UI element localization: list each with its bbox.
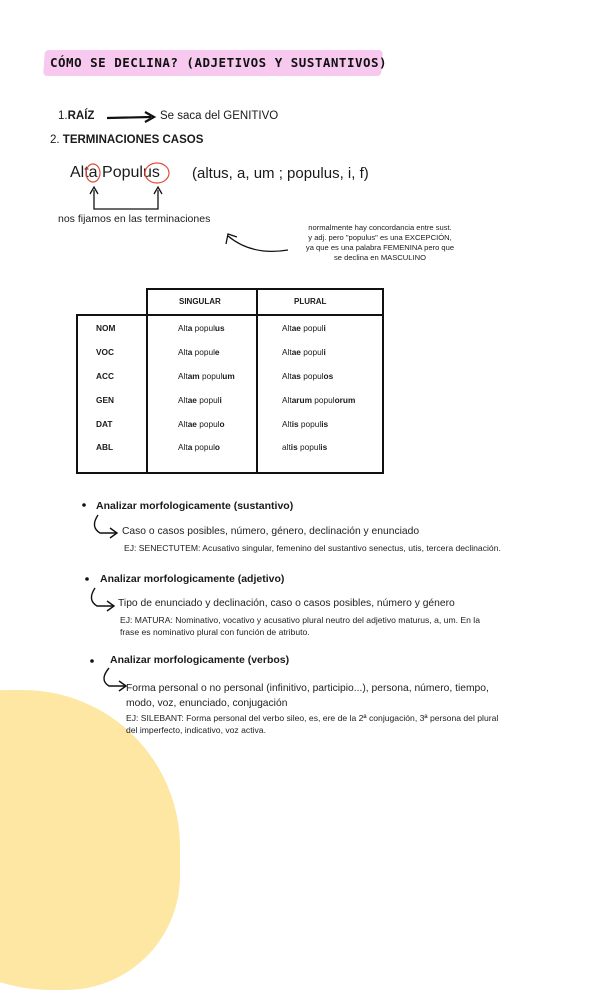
cell-part: Alt — [282, 395, 292, 405]
section-example-sustantivo: EJ: SENECTUTEM: Acusativo singular, femenino del sustantivo senectus, utis, tercera declinación. — [124, 543, 501, 553]
note-left: nos fijamos en las terminaciones — [58, 213, 211, 225]
bullet-icon — [83, 575, 91, 583]
header-singular: SINGULAR — [179, 297, 221, 306]
section-example-adjetivo — [120, 614, 480, 638]
cell-part: a — [187, 323, 193, 333]
cell-part: arum — [291, 395, 312, 405]
alta-root: Alt — [70, 164, 89, 181]
enunciado: (altus, a, um ; populus, i, f) — [192, 165, 369, 182]
note-right-line: y adj. pero "populus" es una EXCEPCIÓN, — [308, 233, 452, 242]
curved-arrow-icon — [99, 666, 129, 694]
raiz-text: Se saca del GENITIVO — [160, 110, 279, 122]
singular-cell — [178, 395, 222, 405]
raiz-number: 1. — [58, 110, 68, 122]
alta-ending: a — [88, 164, 98, 181]
bullet-icon — [80, 501, 88, 509]
cell-part: popul — [300, 347, 324, 357]
plural-cell — [282, 323, 326, 333]
cell-part: is — [290, 442, 298, 452]
populus-root: Popul — [102, 164, 143, 181]
cell-part: Alt — [282, 323, 292, 333]
cell-part: popul — [196, 395, 220, 405]
cell-part: os — [323, 371, 334, 381]
case-label: VOC — [96, 347, 114, 357]
terminaciones-label: TERMINACIONES CASOS — [62, 134, 204, 146]
singular-cell — [178, 419, 225, 429]
cell-part: Alt — [178, 371, 188, 381]
declension-table — [76, 288, 384, 474]
singular-cell — [178, 323, 225, 333]
case-label: NOM — [96, 323, 116, 333]
plural-cell — [282, 395, 355, 405]
curved-arrow-icon — [90, 513, 120, 541]
singular-cell — [178, 371, 235, 381]
raiz-label: RAÍZ — [67, 110, 95, 122]
cell-part: is — [321, 419, 329, 429]
example-line: del imperfecto, indicativo, voz activa. — [126, 725, 266, 735]
note-right-line: se declina en MASCULINO — [333, 253, 426, 262]
terminaciones-number: 2. — [50, 134, 60, 146]
cell-part: i — [323, 323, 326, 333]
cell-part: a — [187, 442, 193, 452]
populus-circle — [142, 163, 169, 183]
singular-cell — [178, 347, 220, 357]
singular-cell — [178, 442, 220, 452]
cell-part: ae — [187, 395, 197, 405]
section-heading-verbos: Analizar morfologicamente (verbos) — [110, 654, 290, 666]
plural-cell — [282, 442, 327, 452]
cell-part: popul — [192, 347, 215, 357]
cell-part: popul — [199, 371, 223, 381]
cell-part: Alt — [178, 419, 188, 429]
cell-part: Alt — [178, 347, 188, 357]
cell-part: Alt — [282, 419, 292, 429]
cell-part: is — [320, 442, 328, 452]
cell-part: popul — [300, 323, 324, 333]
example-line: frase es nominativo plural con función de atributo. — [120, 627, 310, 637]
cell-part: Alt — [282, 371, 292, 381]
terminaciones-line — [50, 134, 203, 146]
note-right — [280, 223, 480, 263]
section-example-verbos — [126, 712, 498, 736]
main-line: Forma personal o no personal (infinitivo, participio...), persona, número, tiempo, — [126, 683, 489, 694]
section-main-sustantivo: Caso o casos posibles, número, género, declinación y enunciado — [122, 526, 420, 537]
cell-part: as — [291, 371, 301, 381]
cell-part: popul — [196, 419, 220, 429]
cell-part: ae — [187, 419, 197, 429]
example-line: EJ: MATURA: Nominativo, vocativo y acusativo plural neutro del adjetivo maturus, a, um. En la — [120, 615, 480, 625]
plural-cell — [282, 419, 328, 429]
cell-part: popul — [298, 419, 322, 429]
populus-ending: us — [142, 164, 160, 181]
cell-part: ae — [291, 347, 301, 357]
case-label: DAT — [96, 419, 113, 429]
section-heading-sustantivo: Analizar morfologicamente (sustantivo) — [96, 500, 294, 512]
plural-cell — [282, 347, 326, 357]
case-label: ACC — [96, 371, 114, 381]
page-title: CÓMO SE DECLINA? (ADJETIVOS Y SUSTANTIVOS) — [50, 55, 388, 70]
cell-part: o — [219, 419, 225, 429]
bracket-arrows — [85, 182, 175, 212]
main-line: modo, voz, enunciado, conjugación — [126, 698, 288, 709]
cell-part: am — [187, 371, 200, 381]
cell-part: i — [323, 347, 326, 357]
note-right-line: normalmente hay concordancia entre sust. — [308, 223, 452, 232]
example-line: EJ: SILEBANT: Forma personal del verbo sileo, es, ere de la 2ª conjugación, 3ª persona del plural — [126, 713, 499, 723]
cell-part: Alt — [178, 442, 188, 452]
case-label: ABL — [96, 442, 114, 452]
cell-part: ae — [291, 323, 301, 333]
cell-part: popul — [192, 323, 215, 333]
cell-part: popul — [300, 371, 324, 381]
section-heading-adjetivo: Analizar morfologicamente (adjetivo) — [100, 573, 285, 585]
cell-part: Alt — [178, 323, 188, 333]
cell-part: Alt — [178, 395, 188, 405]
alta-circle — [86, 164, 100, 182]
cell-part: popul — [192, 442, 215, 452]
case-label: GEN — [96, 395, 114, 405]
cell-part: um — [222, 371, 235, 381]
cell-part: us — [214, 323, 225, 333]
cell-part: popul — [297, 442, 321, 452]
cell-part: i — [219, 395, 222, 405]
plural-cell — [282, 371, 333, 381]
note-right-line: ya que es una palabra FEMENINA pero que — [305, 243, 455, 252]
cell-part: alt — [282, 442, 291, 452]
cell-part: popul — [311, 395, 335, 405]
cell-part: o — [214, 442, 220, 452]
cell-part: orum — [334, 395, 356, 405]
cell-part: Alt — [282, 347, 292, 357]
section-main-verbos — [126, 681, 489, 711]
cell-part: a — [187, 347, 193, 357]
section-main-adjetivo: Tipo de enunciado y declinación, caso o casos posibles, número y género — [118, 598, 455, 609]
cell-part: e — [214, 347, 220, 357]
arrow-right-icon — [105, 110, 157, 124]
raiz-line — [58, 110, 94, 122]
header-plural: PLURAL — [294, 297, 327, 306]
cell-part: is — [291, 419, 299, 429]
curved-arrow-icon — [87, 586, 117, 614]
bullet-icon — [88, 657, 96, 665]
